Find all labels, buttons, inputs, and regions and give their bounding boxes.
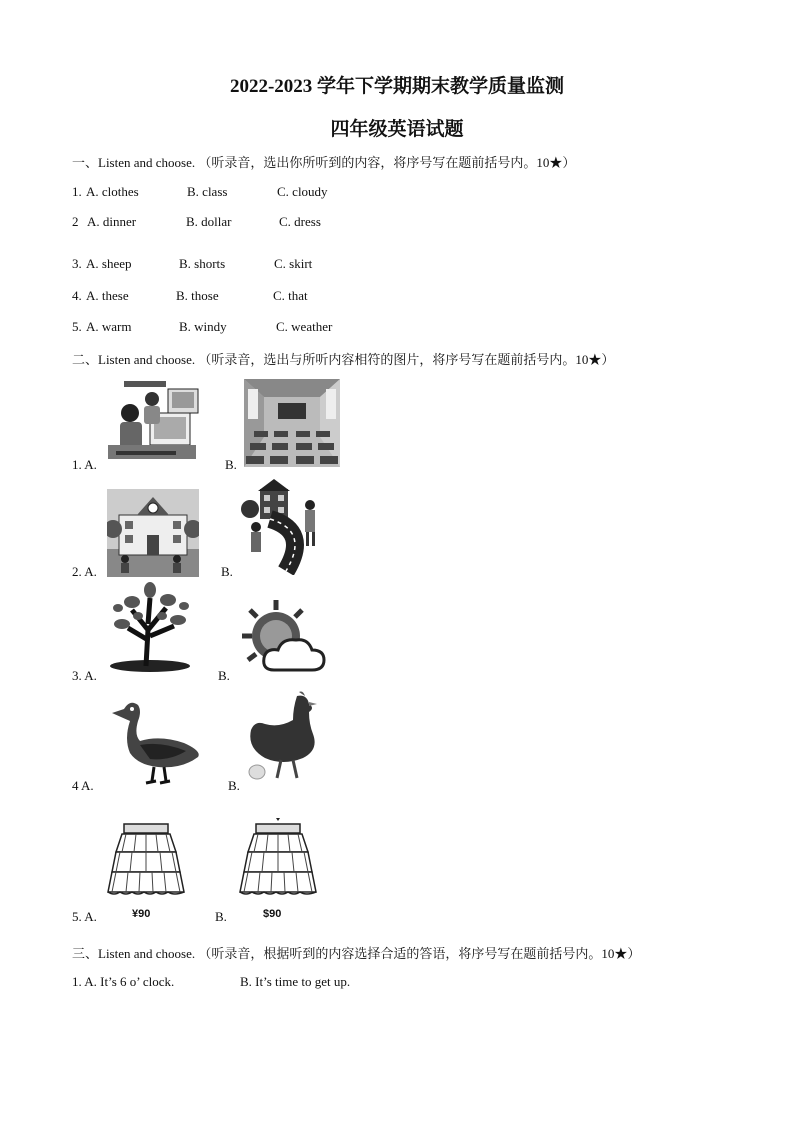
option-b: B. It’s time to get up. bbox=[240, 974, 351, 989]
question-number: 4. bbox=[72, 288, 82, 303]
option-c: C. cloudy bbox=[277, 184, 328, 199]
question-number: 1. bbox=[72, 184, 82, 199]
option-a: A. dinner bbox=[87, 214, 137, 229]
option-c: C. skirt bbox=[274, 256, 313, 271]
page-subtitle: 四年级英语试题 bbox=[330, 119, 464, 140]
picture-question-1-a-label: 1. A. bbox=[72, 457, 97, 472]
sun-and-cloud-picture bbox=[240, 598, 328, 678]
option-b: B. shorts bbox=[179, 256, 226, 271]
skirt-b-picture bbox=[238, 818, 318, 898]
duck-picture bbox=[110, 695, 202, 787]
option-c: C. dress bbox=[279, 214, 321, 229]
picture-question-1-b-label: B. bbox=[225, 457, 237, 472]
school-building-picture bbox=[107, 489, 199, 577]
option-a: A. warm bbox=[86, 319, 132, 334]
classroom-picture bbox=[244, 379, 340, 467]
section3-heading: 三、Listen and choose. （听录音，根据听到的内容选择合适的答语，将序号写在题前括号内。10★） bbox=[72, 946, 641, 961]
tree-picture bbox=[108, 580, 193, 672]
section1-heading: 一、Listen and choose. （听录音，选出你所听到的内容，将序号写在题前括号内。10★） bbox=[72, 155, 576, 170]
option-b: B. those bbox=[176, 288, 219, 303]
hen-picture bbox=[243, 690, 327, 786]
price-label-yuan: ¥90 bbox=[132, 908, 151, 920]
option-b: B. class bbox=[187, 184, 228, 199]
picture-question-4-a-label: 4 A. bbox=[72, 778, 94, 793]
children-computers-picture bbox=[106, 379, 201, 467]
skirt-a-picture bbox=[106, 822, 186, 898]
going-to-school-picture bbox=[240, 479, 338, 575]
question-number: 2 bbox=[72, 214, 79, 229]
picture-question-5-a-label: 5. A. bbox=[72, 909, 97, 924]
price-label-dollar: $90 bbox=[263, 908, 282, 920]
picture-question-3-a-label: 3. A. bbox=[72, 668, 97, 683]
option-a: A. sheep bbox=[86, 256, 132, 271]
option-b: B. dollar bbox=[186, 214, 232, 229]
picture-question-3-b-label: B. bbox=[218, 668, 230, 683]
picture-question-4-b-label: B. bbox=[228, 778, 240, 793]
section2-heading: 二、Listen and choose. （听录音，选出与所听内容相符的图片，将序号写在题前括号内。10★） bbox=[72, 352, 615, 367]
option-c: C. that bbox=[273, 288, 308, 303]
picture-question-5-b-label: B. bbox=[215, 909, 227, 924]
page-title: 2022-2023 学年下学期期末教学质量监测 bbox=[229, 76, 565, 97]
option-a: 1. A. It’s 6 o’ clock. bbox=[72, 974, 175, 989]
option-c: C. weather bbox=[276, 319, 333, 334]
question-number: 3. bbox=[72, 256, 82, 271]
question-number: 5. bbox=[72, 319, 82, 334]
picture-question-2-b-label: B. bbox=[221, 564, 233, 579]
picture-question-2-a-label: 2. A. bbox=[72, 564, 97, 579]
option-a: A. these bbox=[86, 288, 129, 303]
option-a: A. clothes bbox=[86, 184, 139, 199]
option-b: B. windy bbox=[179, 319, 227, 334]
